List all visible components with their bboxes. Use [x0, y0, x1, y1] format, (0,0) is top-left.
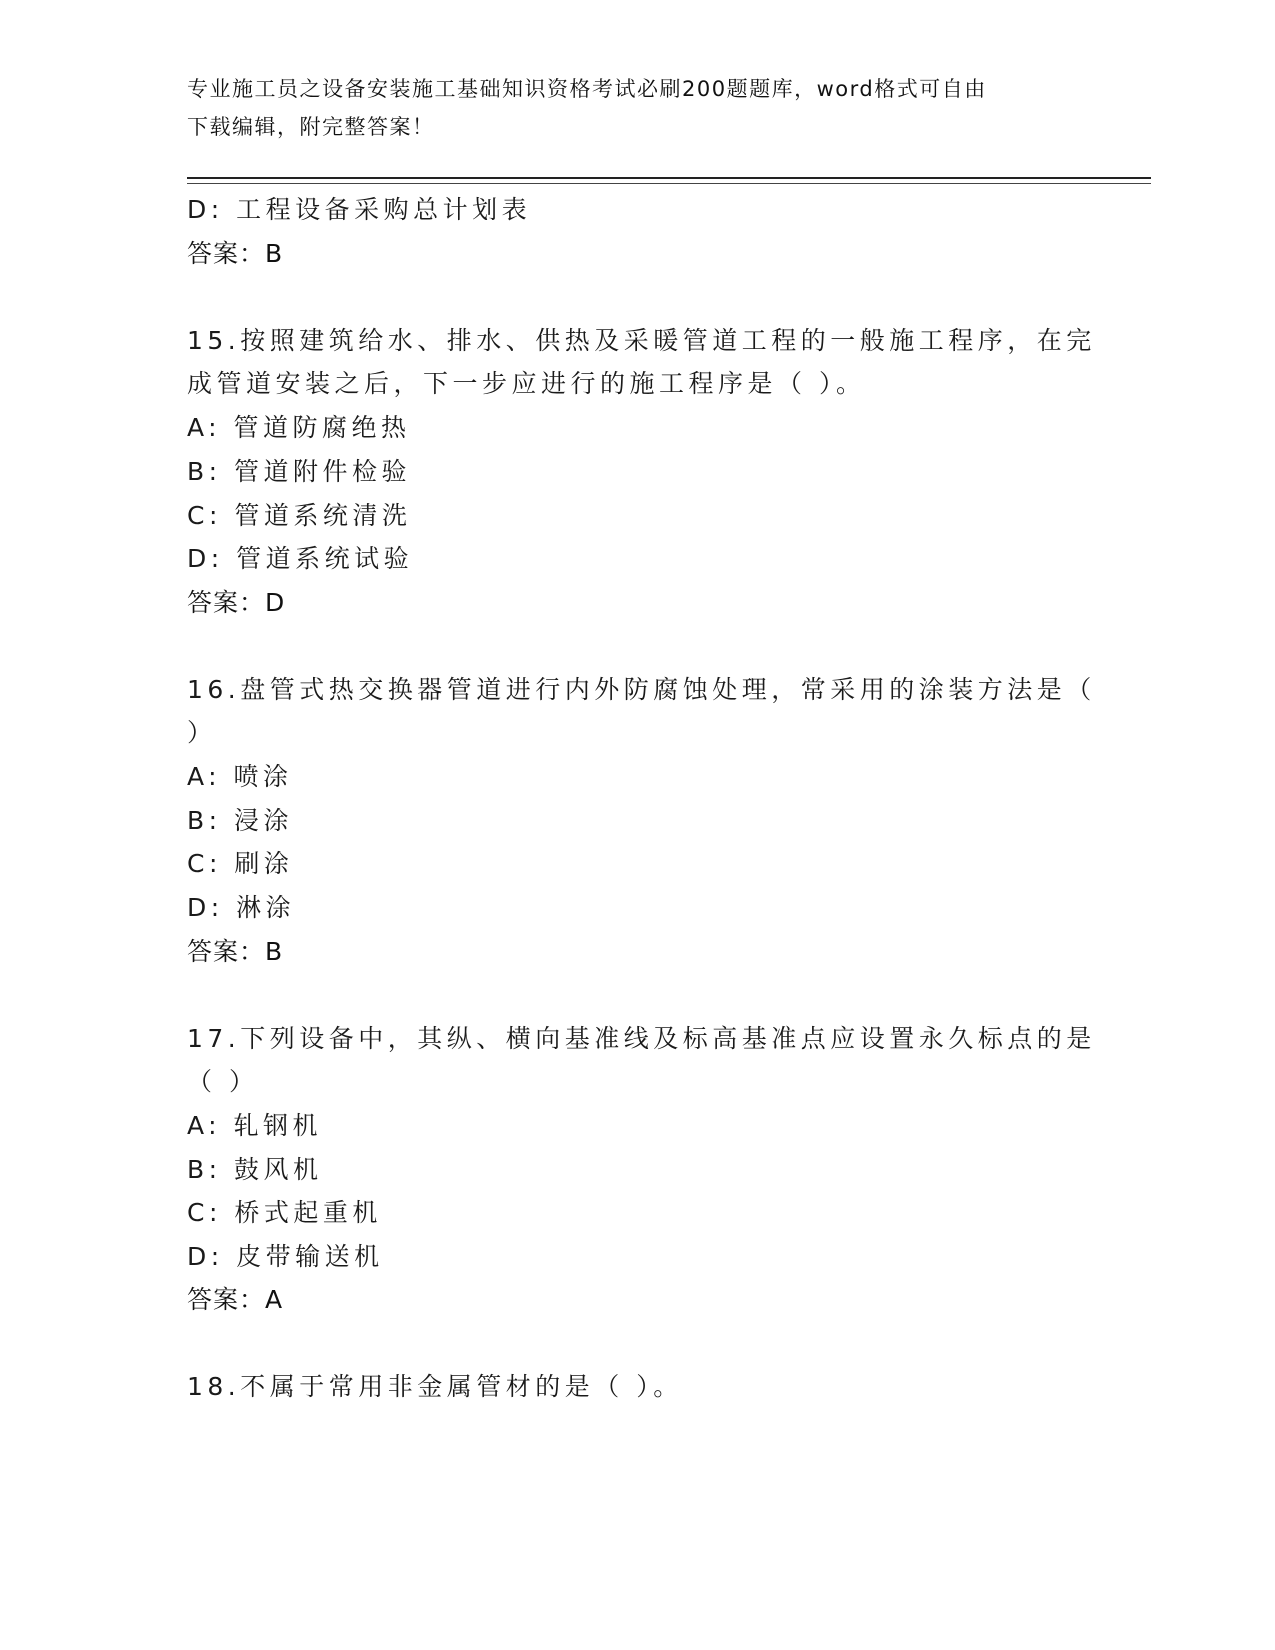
q15-option-a: A: 管道防腐绝热	[187, 413, 411, 442]
q15-option-c: C: 管道系统清洗	[187, 501, 412, 530]
q16-option-a: A: 喷涂	[187, 762, 293, 791]
q17-answer: 答案：A	[187, 1285, 284, 1314]
q15-answer: 答案：D	[187, 588, 286, 617]
q16-option-b: B: 浸涂	[187, 806, 294, 835]
q15-stem-line-1: 15.按照建筑给水、排水、供热及采暖管道工程的一般施工程序，在完	[187, 326, 1096, 355]
q15-option-b: B: 管道附件检验	[187, 457, 412, 486]
q15-stem-line-2: 成管道安装之后，下一步应进行的施工程序是（ ）。	[187, 369, 866, 398]
header-line-1: 专业施工员之设备安装施工基础知识资格考试必刷200题题库，word格式可自由	[187, 77, 987, 101]
prev-option-d: D: 工程设备采购总计划表	[187, 195, 532, 224]
q17-stem-line-1: 17.下列设备中，其纵、横向基准线及标高基准点应设置永久标点的是	[187, 1024, 1096, 1053]
q16-option-c: C: 刷涂	[187, 849, 294, 878]
q17-stem-line-2: （ ）	[187, 1067, 259, 1096]
q16-option-d: D: 淋涂	[187, 893, 296, 922]
prev-answer: 答案：B	[187, 239, 284, 268]
q16-stem-line-1: 16.盘管式热交换器管道进行内外防腐蚀处理，常采用的涂装方法是（	[187, 675, 1096, 704]
q15-option-d: D: 管道系统试验	[187, 544, 414, 573]
q16-stem-line-2: ）	[187, 718, 217, 747]
q17-option-a: A: 轧钢机	[187, 1111, 323, 1140]
q16-answer: 答案：B	[187, 937, 284, 966]
q17-option-b: B: 鼓风机	[187, 1155, 323, 1184]
q17-option-d: D: 皮带输送机	[187, 1242, 384, 1271]
header-divider-thick	[187, 177, 1151, 179]
header-divider-thin	[187, 183, 1151, 184]
document-header	[187, 70, 1087, 146]
q18-stem-line-1: 18.不属于常用非金属管材的是（ ）。	[187, 1372, 683, 1401]
q17-option-c: C: 桥式起重机	[187, 1198, 382, 1227]
header-line-2: 下载编辑，附完整答案！	[187, 115, 435, 139]
